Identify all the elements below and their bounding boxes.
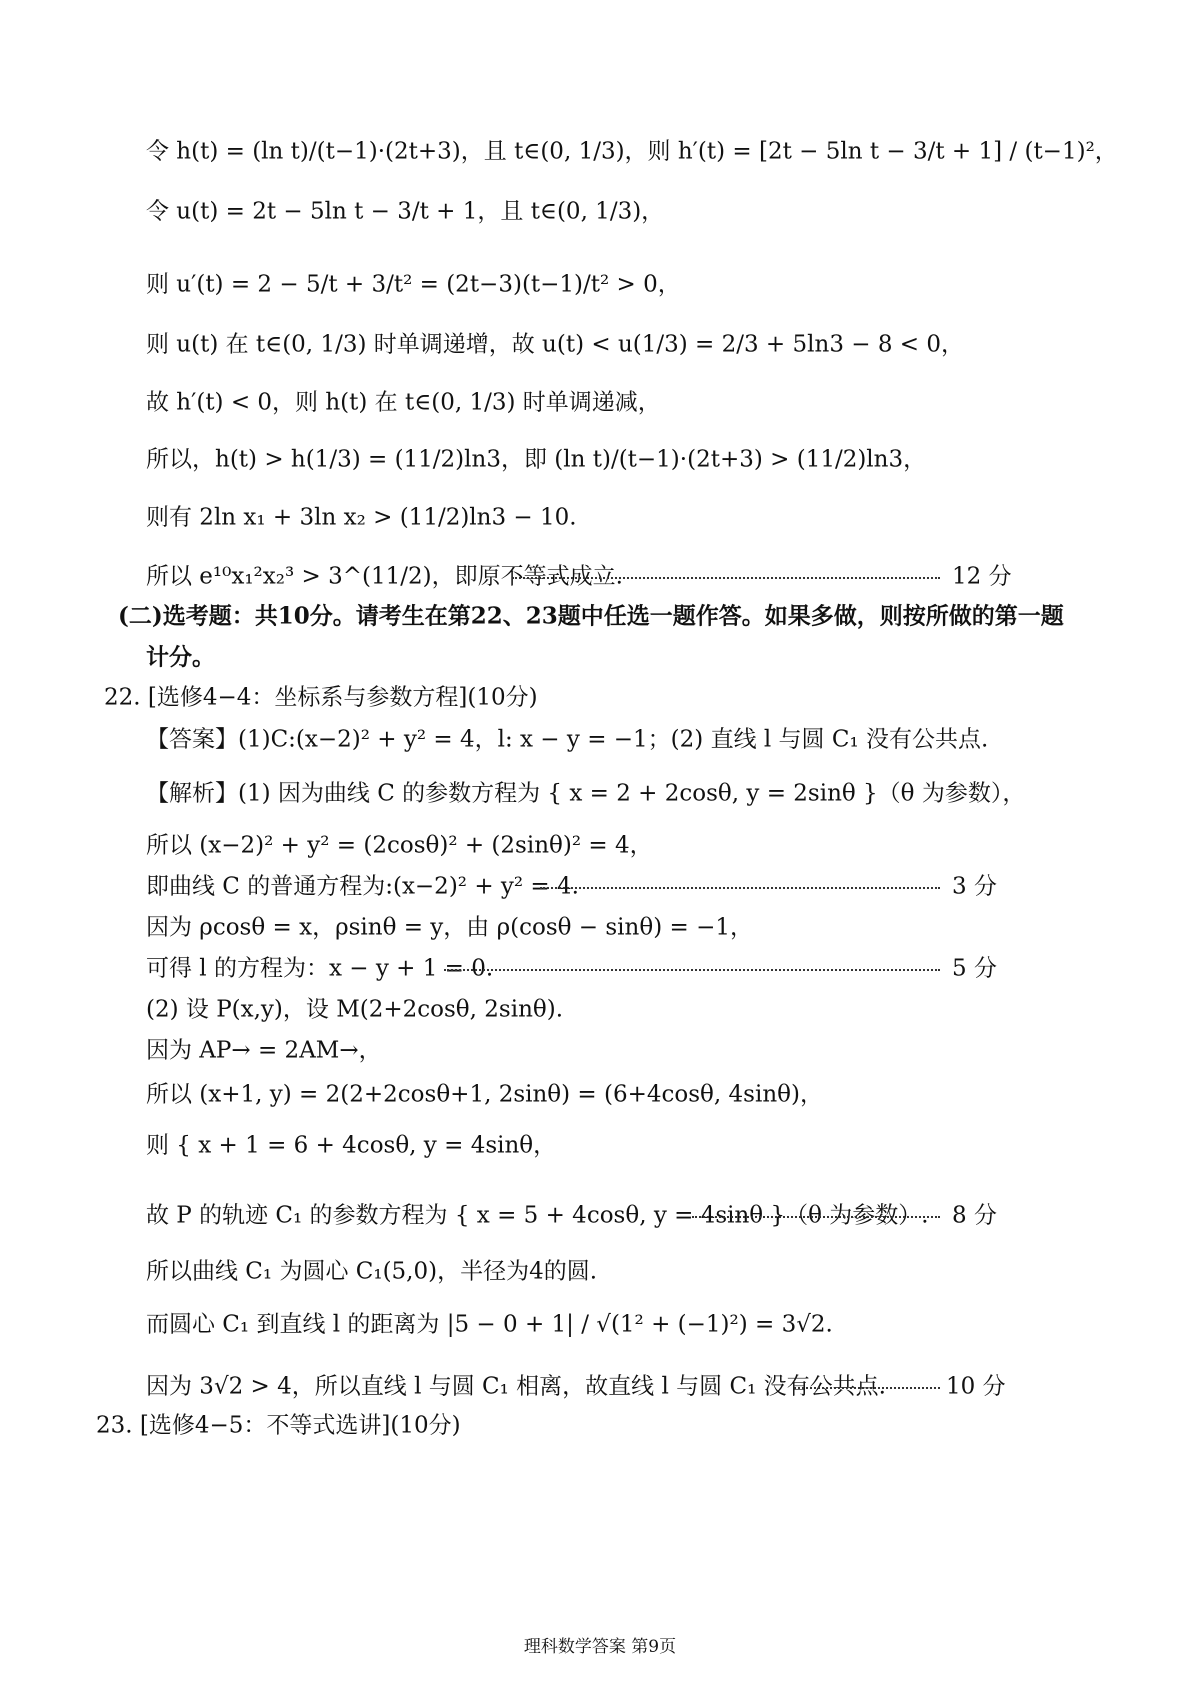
dot-leader xyxy=(512,577,940,579)
score-5: 5 分 xyxy=(952,955,997,982)
line-l-equation: 可得 l 的方程为：x − y + 1 = 0. xyxy=(146,955,494,982)
analysis-22-part1: 【解析】(1) 因为曲线 C 的参数方程为 { x = 2 + 2cosθ, y = 2sinθ }（θ 为参数）， xyxy=(146,780,1026,807)
line-c1-parametric: 故 P 的轨迹 C₁ 的参数方程为 { x = 5 + 4cosθ, y = 4sinθ }（θ 为参数）. xyxy=(146,1202,929,1229)
line-h-derivative: 令 h(t) = (ln t)/(t−1)·(2t+3)，且 t∈(0, 1/3)，则 h′(t) = [2t − 5ln t − 3/t + 1] / (t−1)²， xyxy=(146,138,1118,165)
section-optional-heading: (二)选考题：共10分。请考生在第22、23题中任选一题作答。如果多做，则按所做的第一题 xyxy=(118,602,1064,630)
line-distance: 而圆心 C₁ 到直线 l 的距离为 |5 − 0 + 1| / √(1² + (−1)²) = 3√2. xyxy=(146,1311,833,1338)
line-u-definition: 令 u(t) = 2t − 5ln t − 3/t + 1，且 t∈(0, 1/3)， xyxy=(146,198,665,225)
line-part2-setup: (2) 设 P(x,y)，设 M(2+2cosθ, 2sinθ). xyxy=(146,996,564,1023)
question-22-title: 22. [选修4−4：坐标系与参数方程](10分) xyxy=(104,684,538,711)
question-23-title: 23. [选修4−5：不等式选讲](10分) xyxy=(96,1412,461,1439)
line-coordinate-relation: 所以 (x+1, y) = 2(2+2cosθ+1, 2sinθ) = (6+4cosθ, 4sinθ)， xyxy=(146,1081,823,1108)
line-square-sum: 所以 (x−2)² + y² = (2cosθ)² + (2sinθ)² = 4， xyxy=(146,832,653,859)
line-final-conclusion: 因为 3√2 > 4，所以直线 l 与圆 C₁ 相离，故直线 l 与圆 C₁ 没有公共点. xyxy=(146,1373,886,1400)
dot-leader xyxy=(794,1387,940,1389)
dot-leader xyxy=(692,1216,940,1218)
line-conclusion: 所以 e¹⁰x₁²x₂³ > 3^(11/2)，即原不等式成立. xyxy=(146,563,623,590)
line-log-inequality: 则有 2ln x₁ + 3ln x₂ > (11/2)ln3 − 10. xyxy=(146,504,577,531)
score-3: 3 分 xyxy=(952,873,997,900)
line-h-lower-bound: 所以，h(t) > h(1/3) = (11/2)ln3，即 (ln t)/(t−1)·(2t+3) > (11/2)ln3， xyxy=(146,446,927,473)
dot-leader xyxy=(444,969,940,971)
line-system: 则 { x + 1 = 6 + 4cosθ, y = 4sinθ， xyxy=(146,1132,557,1159)
line-h-decreasing: 故 h′(t) < 0，则 h(t) 在 t∈(0, 1/3) 时单调递减， xyxy=(146,389,661,416)
score-8: 8 分 xyxy=(952,1202,997,1229)
line-polar-convert: 因为 ρcosθ = x，ρsinθ = y，由 ρ(cosθ − sinθ) = −1， xyxy=(146,914,753,941)
score-12: 12 分 xyxy=(952,563,1012,590)
line-c1-circle: 所以曲线 C₁ 为圆心 C₁(5,0)，半径为4的圆. xyxy=(146,1258,598,1285)
line-vector-relation: 因为 AP→ = 2AM→， xyxy=(146,1037,382,1064)
line-u-increasing: 则 u(t) 在 t∈(0, 1/3) 时单调递增，故 u(t) < u(1/3) = 2/3 + 5ln3 − 8 < 0， xyxy=(146,331,965,358)
section-optional-heading-cont: 计分。 xyxy=(146,643,215,671)
dot-leader xyxy=(540,887,940,889)
score-10: 10 分 xyxy=(946,1373,1006,1400)
answer-22: 【答案】(1)C:(x−2)² + y² = 4，l: x − y = −1；(2) 直线 l 与圆 C₁ 没有公共点. xyxy=(146,726,989,753)
line-u-derivative: 则 u′(t) = 2 − 5/t + 3/t² = (2t−3)(t−1)/t² > 0， xyxy=(146,271,681,298)
line-curve-c-equation: 即曲线 C 的普通方程为:(x−2)² + y² = 4. xyxy=(146,873,579,900)
page-footer: 理科数学答案 第9页 xyxy=(523,1637,677,1657)
